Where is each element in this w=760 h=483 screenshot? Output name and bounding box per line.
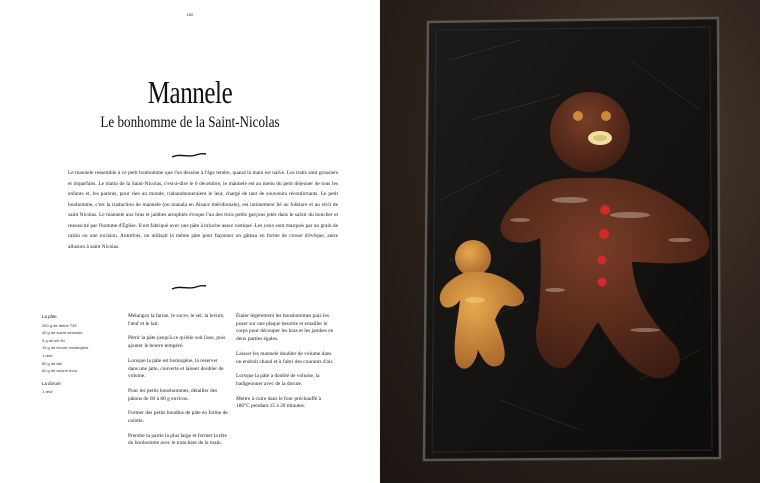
recipe-title: Mannele [147,74,233,110]
ingredient-item: 80 g de lait [42,360,62,366]
method-step: Laisser les mannele doubler de volume dans un endroit chaud et à l'abri des courants d'air. [236,350,334,365]
method-step: Lorsque la pâte est homogène, la réserver dans une jatte, couverte et laisser doubler de volume. [128,357,224,380]
ingredient-item: 1 œuf [42,352,53,358]
candy-button [600,205,610,215]
flourish-ornament-top [170,151,208,159]
ingredient-item: 250 g de farine T45 [42,322,77,328]
method-column-1 [128,313,228,455]
method-step: Prendre la partie la plus large et former la tête du bonhomme avec le tranchant de la main. [128,432,227,447]
candy-button [599,229,609,239]
flourish-ornament-bottom [170,283,208,291]
method-step: Former des petits boudins de pâte en forme de carotte. [128,410,228,425]
method-column-2 [236,313,336,418]
candy-button [598,278,607,287]
method-step: Mettre à cuire dans le four préchauffé à 180°C pendant 15 à 20 minutes. [236,395,322,410]
candy-button [598,256,607,265]
intro-paragraph: Le mannele ressemble à ce petit bonhomme que l'on dessine à l'âge tendre, quand la main est naïve. Les traits sont grossiers et imparfaits. Le matin de la Saint-Nicolas, c'est-à-dire le 6 décembre, le mannele est au menu du petit déjeuner de tous les enfants et, les parents, pour rien au monde, n'abandonneraient le leur, chargé de tant de souvenirs réconfortants. Le petit bonhomme, c'est la traduction de mannele (ou manala en Alsace méridionale), est intimement lié au folklore et au récit de saint Nicolas. Le mannele aux bras et jambes atrophiés évoque l'un des trois petits garçons jetés dans le saloir du boucher et ressuscité par l'homme d'Église. Il est fabriqué avec une pâte à brioche assez rustique. Les yeux sont marqués par un grain de raisin ou une incision. Autrefois, on utilisait la même pâte pour façonner un gâteau en forme de crosse d'évêque, autre allusion à saint Nicolas. [68,170,338,250]
method-step: Mélangez la farine, le sucre, le sel, la levure, l'œuf et le lait. [128,313,225,327]
ingredient-item: 5 g de sel fin [42,337,65,343]
ingredient-item: 15 g de levure boulangère [42,345,89,351]
right-page-photo [380,0,760,483]
method-step: Pétrir la pâte jusqu'à ce qu'elle soit lisse, puis ajouter le beurre tempéré. [128,335,226,350]
ingredients-list [42,313,120,396]
mannele-photo [380,0,760,483]
method-step: Lorsque la pâte a doublé de volume, la badigeonner avec de la dorure. [236,373,320,387]
intro-text [68,168,338,252]
glaze-heading: La dorure [42,380,61,386]
ingredient-item: 40 g de sucre semoule [42,330,83,336]
method-step: Pour les petits bonshommes, détailler des pâtons de 60 à 80 g environ. [128,387,218,402]
recipe-subtitle: Le bonhomme de la Saint-Nicolas [100,114,280,131]
page-number: 180 [186,12,194,17]
dough-heading: La pâte [42,314,57,319]
ingredient-item: 1 œuf [42,389,53,395]
ingredient-item: 60 g de beurre mou [42,368,77,374]
method-step: Étaler légèrement les bonshommes puis les poser sur une plaque beurrée et entailler le corps pour découper les bras et les jambes en deux parties égales. [236,313,334,343]
